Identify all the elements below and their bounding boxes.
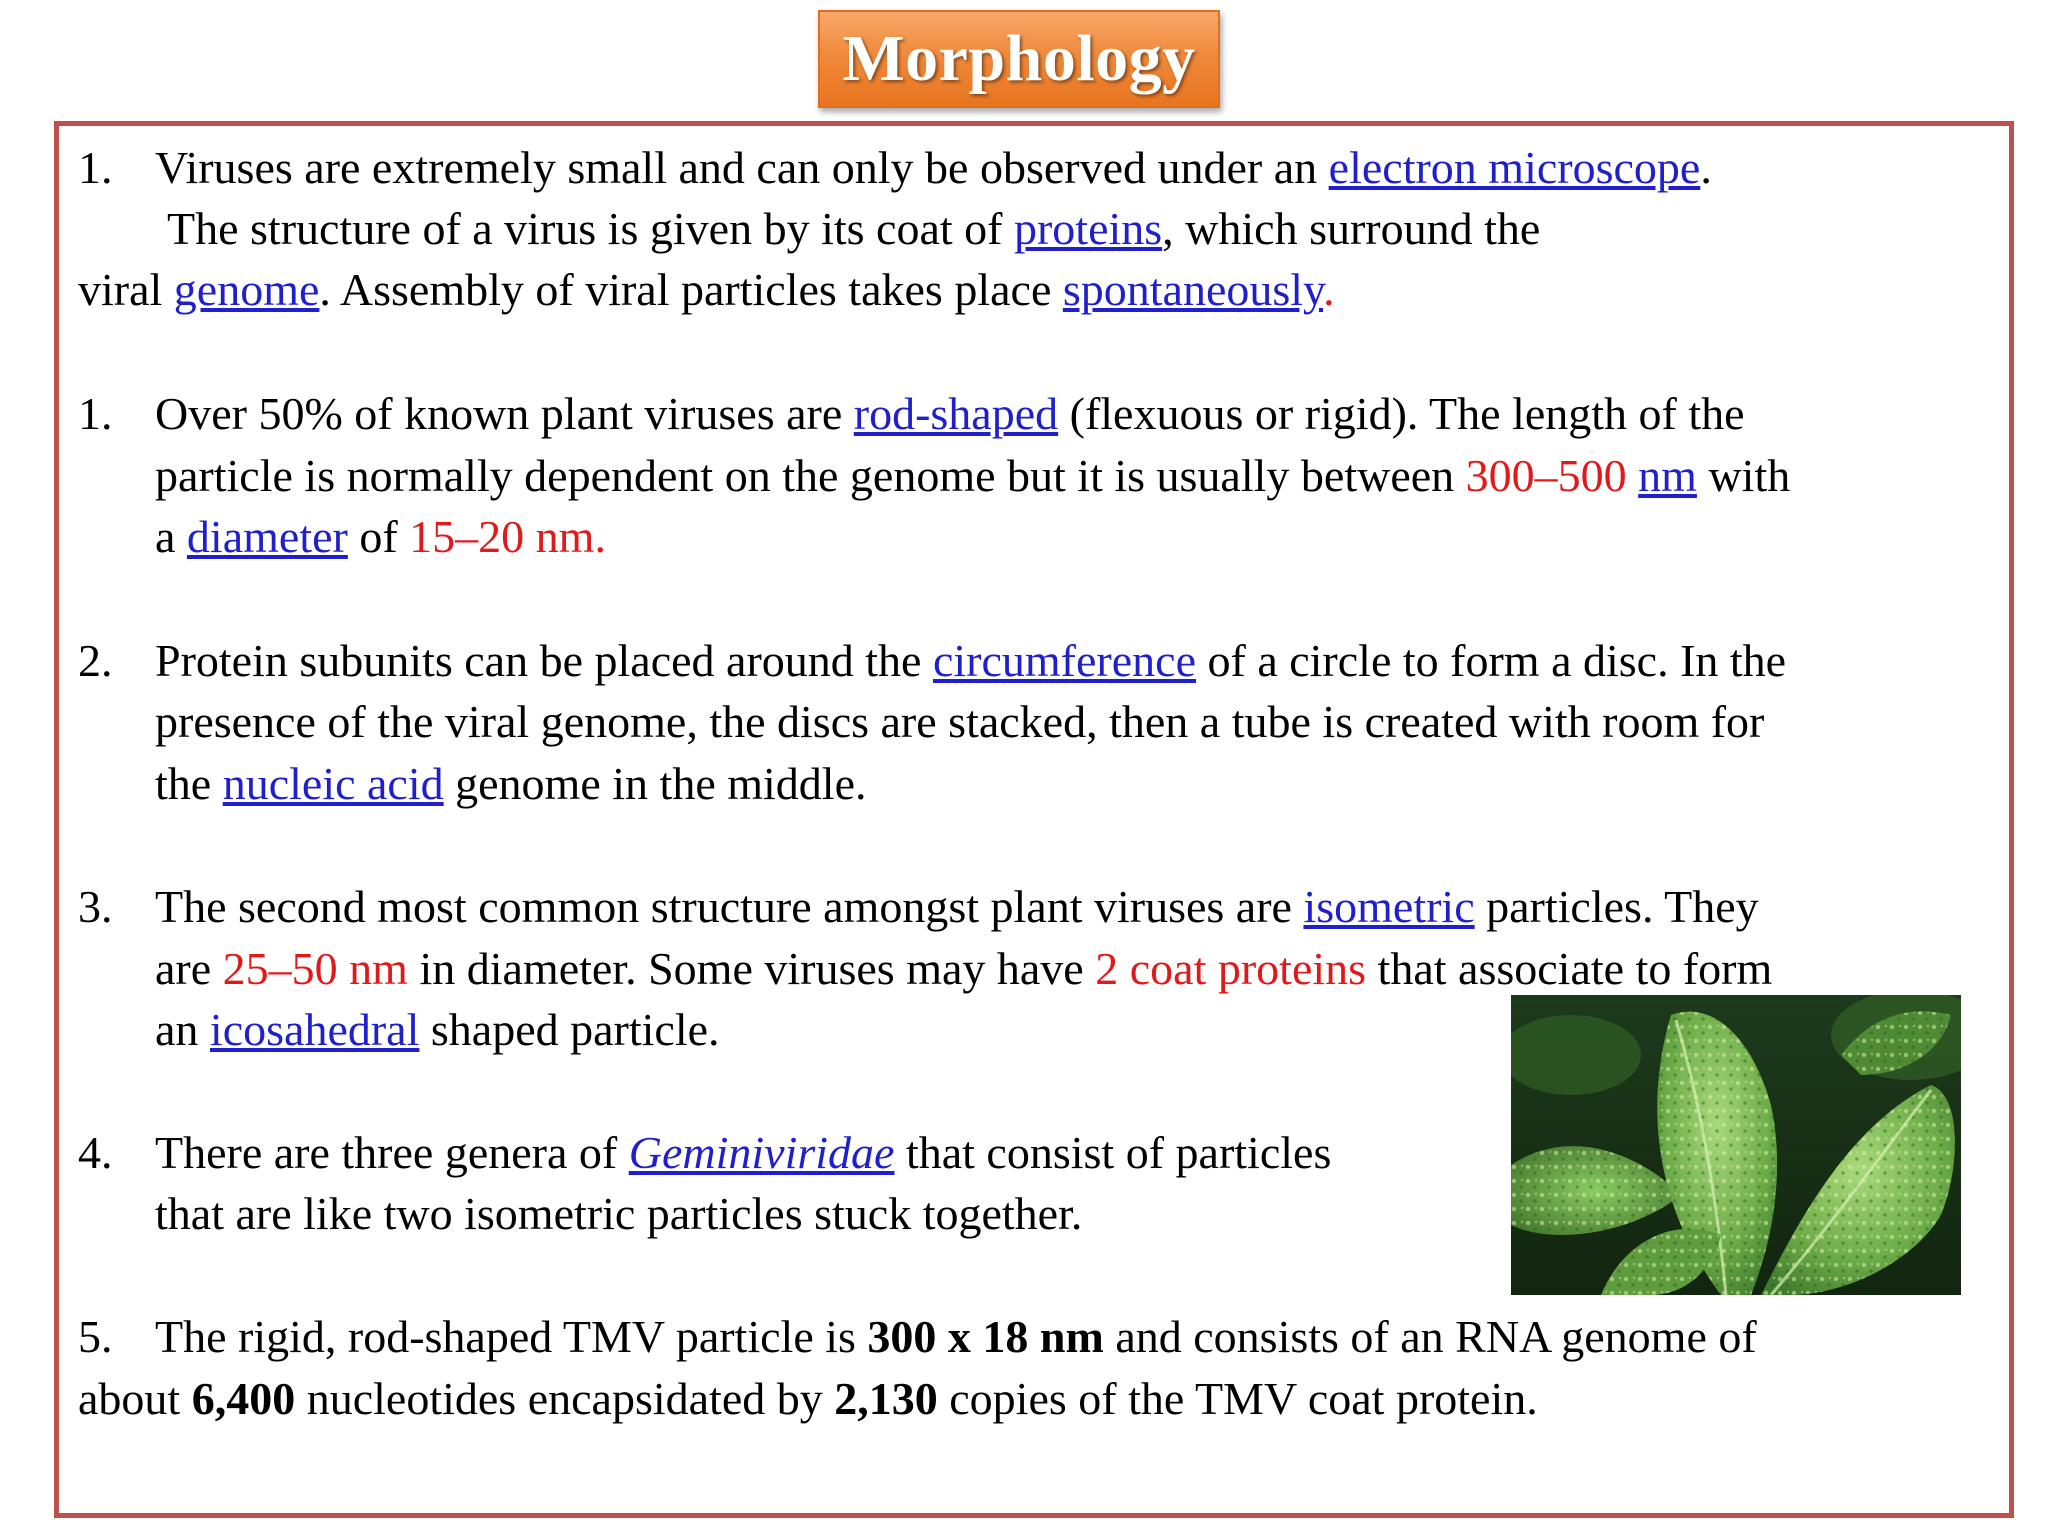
text-run: , which surround the — [1162, 203, 1541, 254]
link-spontaneously[interactable]: spontaneously — [1062, 264, 1324, 315]
link-nucleic-acid[interactable]: nucleic acid — [222, 758, 444, 809]
text-run: with — [1696, 450, 1791, 501]
text-line — [155, 691, 1764, 753]
title-banner — [818, 10, 1220, 108]
tobacco-mosaic-leaf-photo — [1511, 995, 1961, 1295]
text-run: particles. They — [1474, 881, 1759, 932]
text-run: Over 50% of known plant viruses are — [155, 388, 854, 439]
item-number: 3. — [78, 881, 113, 932]
text-run: in diameter. Some viruses may have — [407, 943, 1096, 994]
text-run: The second most common structure amongst plant viruses are — [155, 881, 1304, 932]
text-run: are — [155, 943, 223, 994]
text-run: genome in the middle. — [443, 758, 867, 809]
text-run: nucleotides encapsidated by — [295, 1373, 835, 1424]
text-line — [167, 198, 1540, 260]
highlight-value: 15–20 nm. — [409, 511, 606, 562]
text-run: of a circle to form a disc. In the — [1196, 635, 1787, 686]
text-line — [155, 1306, 1757, 1368]
text-run: presence of the viral genome, the discs are stacked, then a tube is created with room for — [155, 696, 1765, 747]
text-run: viral — [78, 264, 174, 315]
text-run: that associate to form — [1366, 943, 1773, 994]
bold-value: 6,400 — [191, 1373, 296, 1424]
link-icosahedral[interactable]: icosahedral — [209, 1004, 420, 1055]
bold-value: 300 x 18 nm — [867, 1311, 1104, 1362]
link-diameter[interactable]: diameter — [186, 511, 348, 562]
link-geminiviridae[interactable]: Geminiviridae — [628, 1127, 895, 1178]
text-run: a — [155, 511, 187, 562]
text-run: The rigid, rod-shaped TMV particle is — [155, 1311, 868, 1362]
text-run: . — [1323, 264, 1335, 315]
item-number: 1. — [78, 388, 113, 439]
text-run: Protein subunits can be placed around the — [155, 635, 933, 686]
link-proteins[interactable]: proteins — [1013, 203, 1163, 254]
text-line — [155, 753, 867, 815]
text-line — [155, 506, 606, 568]
text-run: shaped particle. — [419, 1004, 720, 1055]
text-line — [155, 876, 1759, 938]
text-run: . — [1700, 142, 1712, 193]
text-line — [78, 259, 1335, 321]
text-line — [155, 383, 1745, 445]
link-circumference[interactable]: circumference — [932, 635, 1196, 686]
text-run: the — [155, 758, 223, 809]
highlight-value: 25–50 nm — [222, 943, 408, 994]
link-electron-microscope[interactable]: electron microscope — [1328, 142, 1701, 193]
link-nm[interactable]: nm — [1638, 450, 1697, 501]
item-number: 4. — [78, 1127, 113, 1178]
text-run: (flexuous or rigid). The length of the — [1058, 388, 1745, 439]
text-run — [1627, 450, 1639, 501]
text-run: of — [347, 511, 410, 562]
text-line — [155, 445, 1790, 507]
text-line — [155, 1122, 1331, 1184]
item-number: 2. — [78, 635, 113, 686]
text-line — [155, 999, 720, 1061]
link-genome[interactable]: genome — [173, 264, 320, 315]
text-line — [155, 938, 1772, 1000]
item-number: 1. — [78, 142, 113, 193]
text-run: particle is normally dependent on the genome but it is usually between — [155, 450, 1466, 501]
text-line — [155, 630, 1786, 692]
text-run: copies of the TMV coat protein. — [937, 1373, 1538, 1424]
text-run: that consist of particles — [894, 1127, 1332, 1178]
item-number: 5. — [78, 1311, 113, 1362]
text-line — [155, 137, 1712, 199]
link-rod-shaped[interactable]: rod-shaped — [853, 388, 1059, 439]
text-run: and consists of an RNA genome of — [1103, 1311, 1757, 1362]
text-line — [78, 1368, 1538, 1430]
text-run: that are like two isometric particles stuck together. — [155, 1188, 1083, 1239]
link-isometric[interactable]: isometric — [1303, 881, 1475, 932]
text-run: . Assembly of viral particles takes place — [319, 264, 1063, 315]
highlight-value: 2 coat proteins — [1095, 943, 1367, 994]
text-run: Viruses are extremely small and can only be observed under an — [155, 142, 1329, 193]
text-line — [155, 1183, 1082, 1245]
text-run: about — [78, 1373, 192, 1424]
highlight-value: 300–500 — [1465, 450, 1627, 501]
bold-value: 2,130 — [834, 1373, 938, 1424]
text-run: an — [155, 1004, 210, 1055]
text-run: The structure of a virus is given by its coat of — [167, 203, 1014, 254]
text-run: There are three genera of — [155, 1127, 629, 1178]
slide-title: Morphology — [842, 22, 1196, 95]
